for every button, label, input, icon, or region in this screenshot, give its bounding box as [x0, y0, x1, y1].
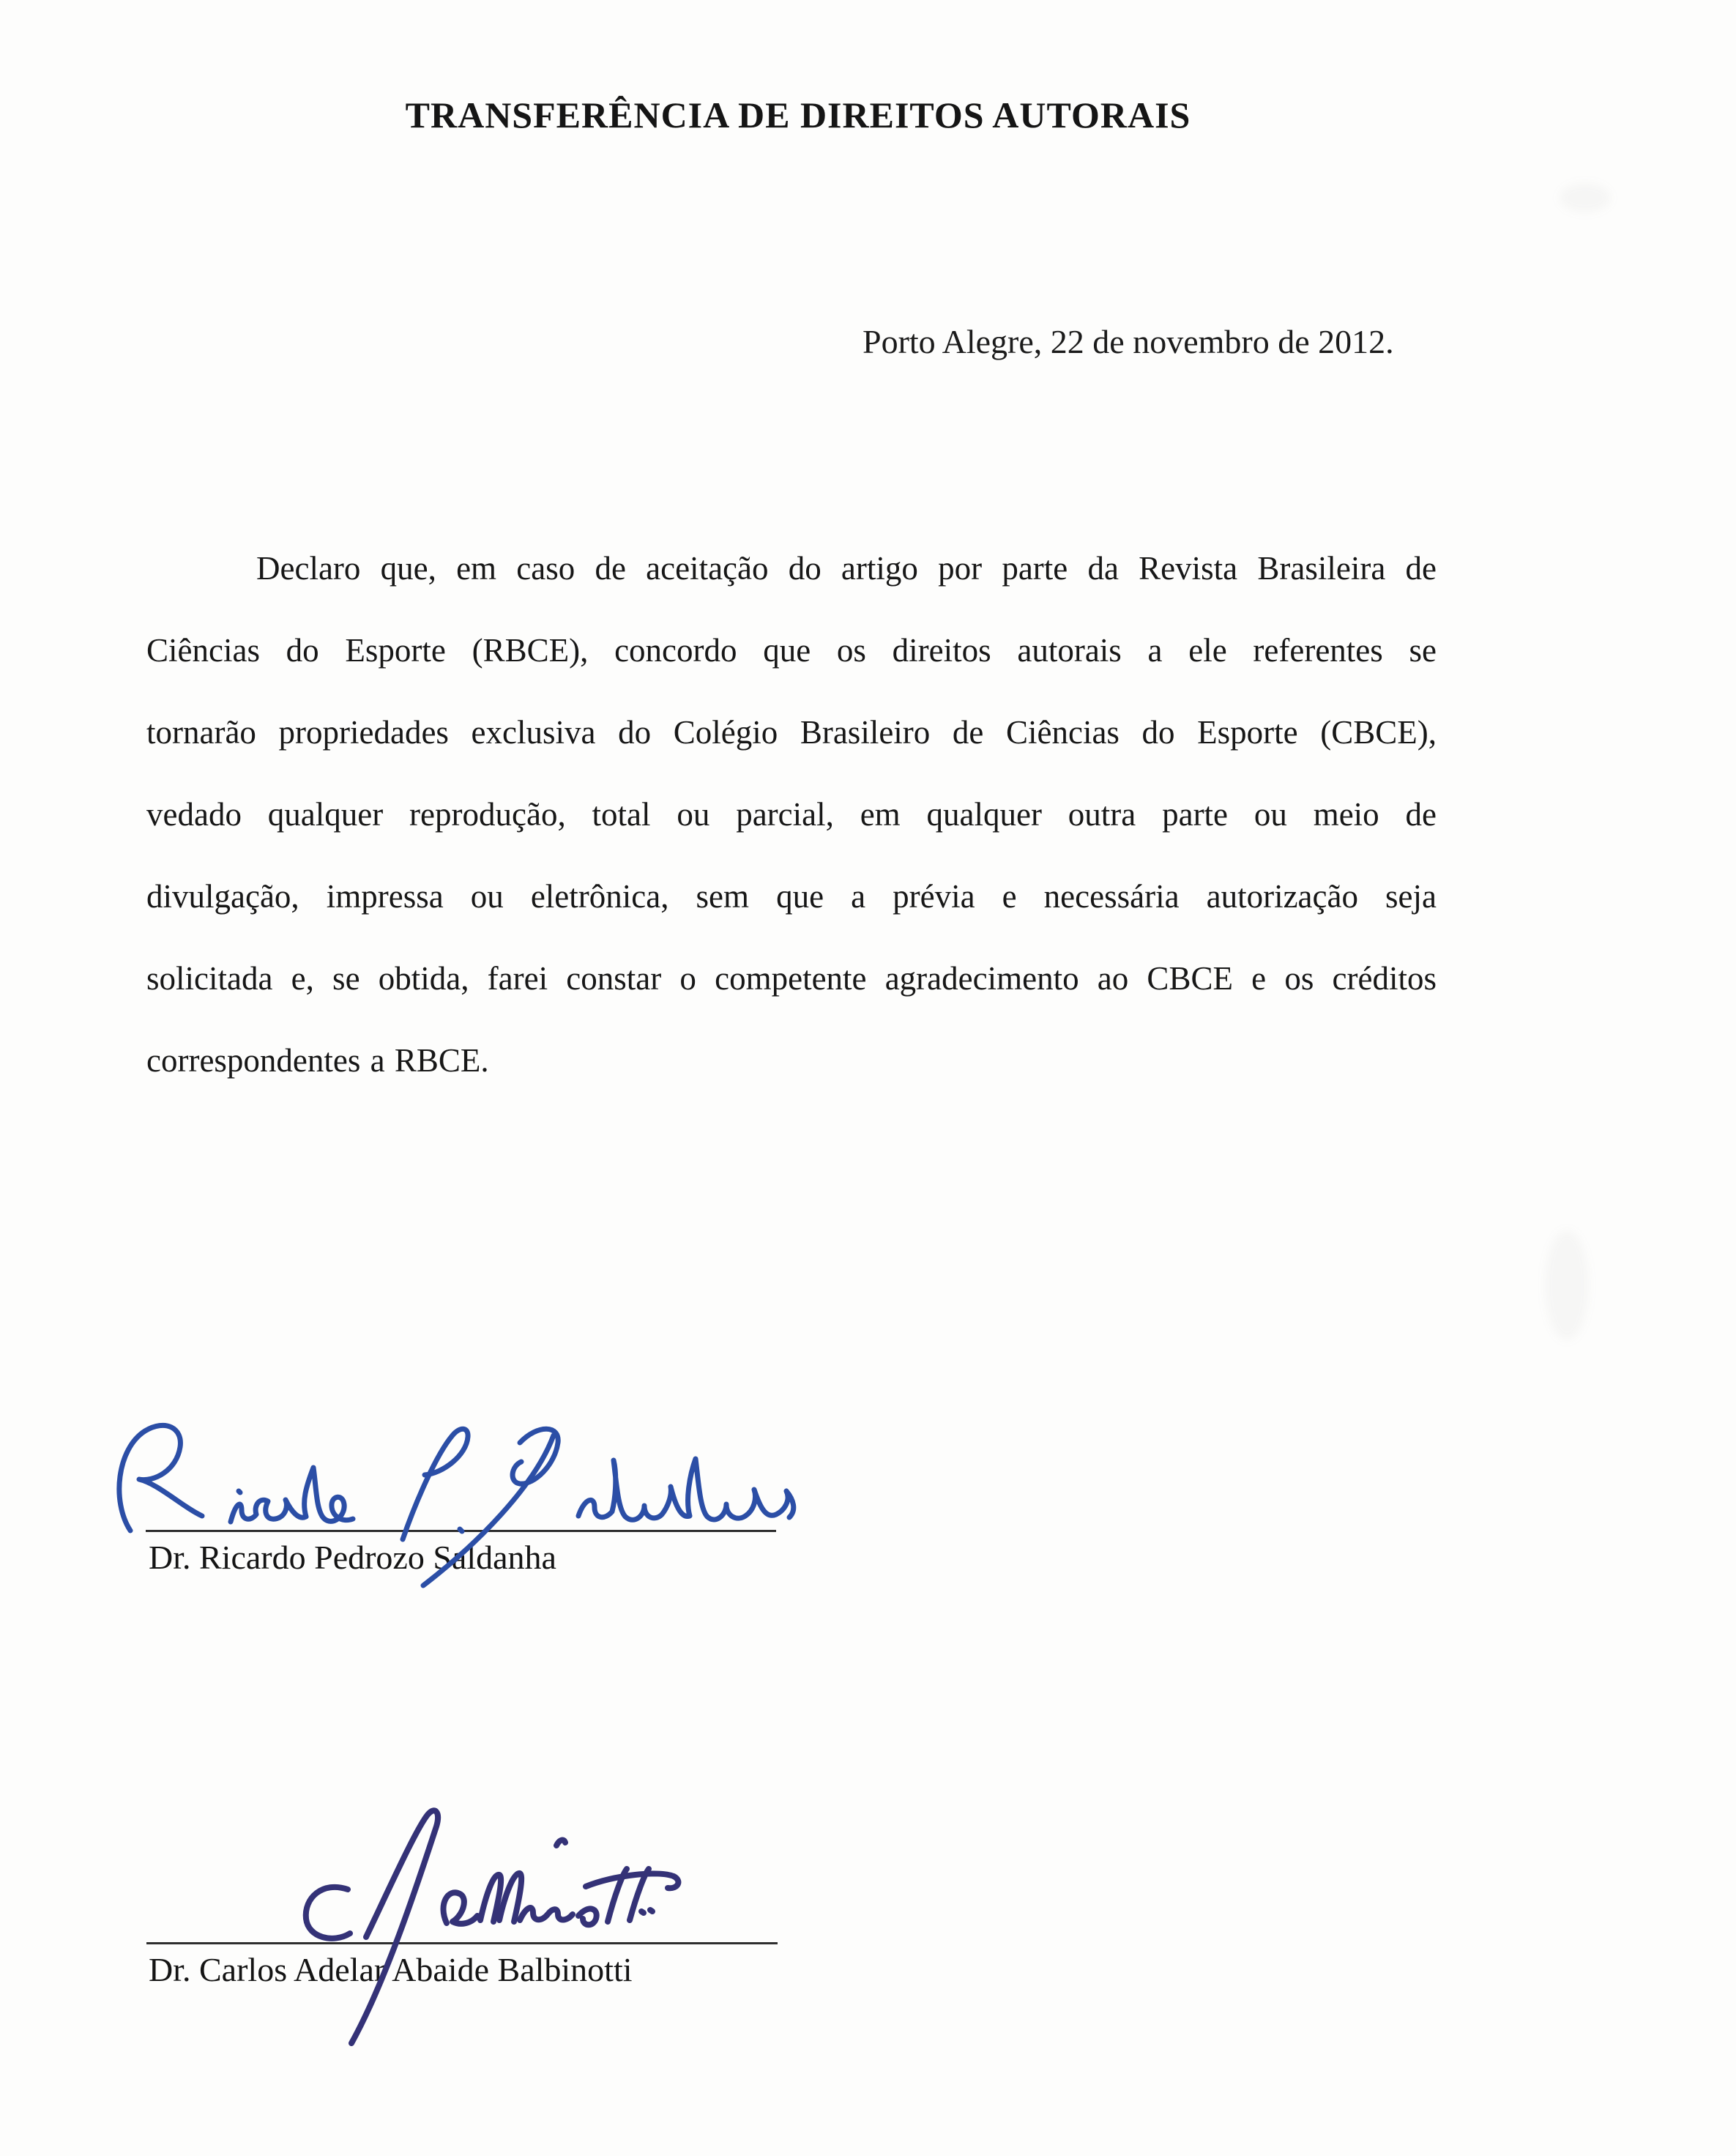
scan-smudge [1545, 1230, 1589, 1340]
document-title: TRANSFERÊNCIA DE DIREITOS AUTORAIS [405, 94, 1191, 135]
paragraph-line: correspondentes a RBCE. [146, 1042, 489, 1079]
declaration-paragraph [146, 527, 1437, 1101]
handwritten-signature-balbinotti [264, 1787, 732, 2080]
paragraph-line: tornarão propriedades exclusiva do Colégio Brasileiro de Ciências do Esporte (CBCE), [146, 714, 1437, 751]
signatory-name-1: Dr. Ricardo Pedrozo Saldanha [149, 1539, 556, 1576]
signature-rule-1 [146, 1530, 776, 1532]
paragraph-line: Ciências do Esporte (RBCE), concordo que os direitos autorais a ele referentes se [146, 632, 1437, 669]
signature-rule-2 [146, 1942, 778, 1944]
paragraph-line: vedado qualquer reprodução, total ou parcial, em qualquer outra parte ou meio de [146, 796, 1437, 833]
paragraph-line: divulgação, impressa ou eletrônica, sem que a prévia e necessária autorização seja [146, 878, 1437, 915]
scan-smudge [1560, 183, 1611, 212]
handwritten-signature-ricardo-saldanha [110, 1413, 805, 1618]
date-line: Porto Alegre, 22 de novembro de 2012. [863, 323, 1394, 360]
paragraph-line: Declaro que, em caso de aceitação do artigo por parte da Revista Brasileira de [256, 550, 1437, 587]
signatory-name-2: Dr. Carlos Adelar Abaide Balbinotti [149, 1951, 633, 1988]
paragraph-line: solicitada e, se obtida, farei constar o competente agradecimento ao CBCE e os créditos [146, 960, 1437, 997]
